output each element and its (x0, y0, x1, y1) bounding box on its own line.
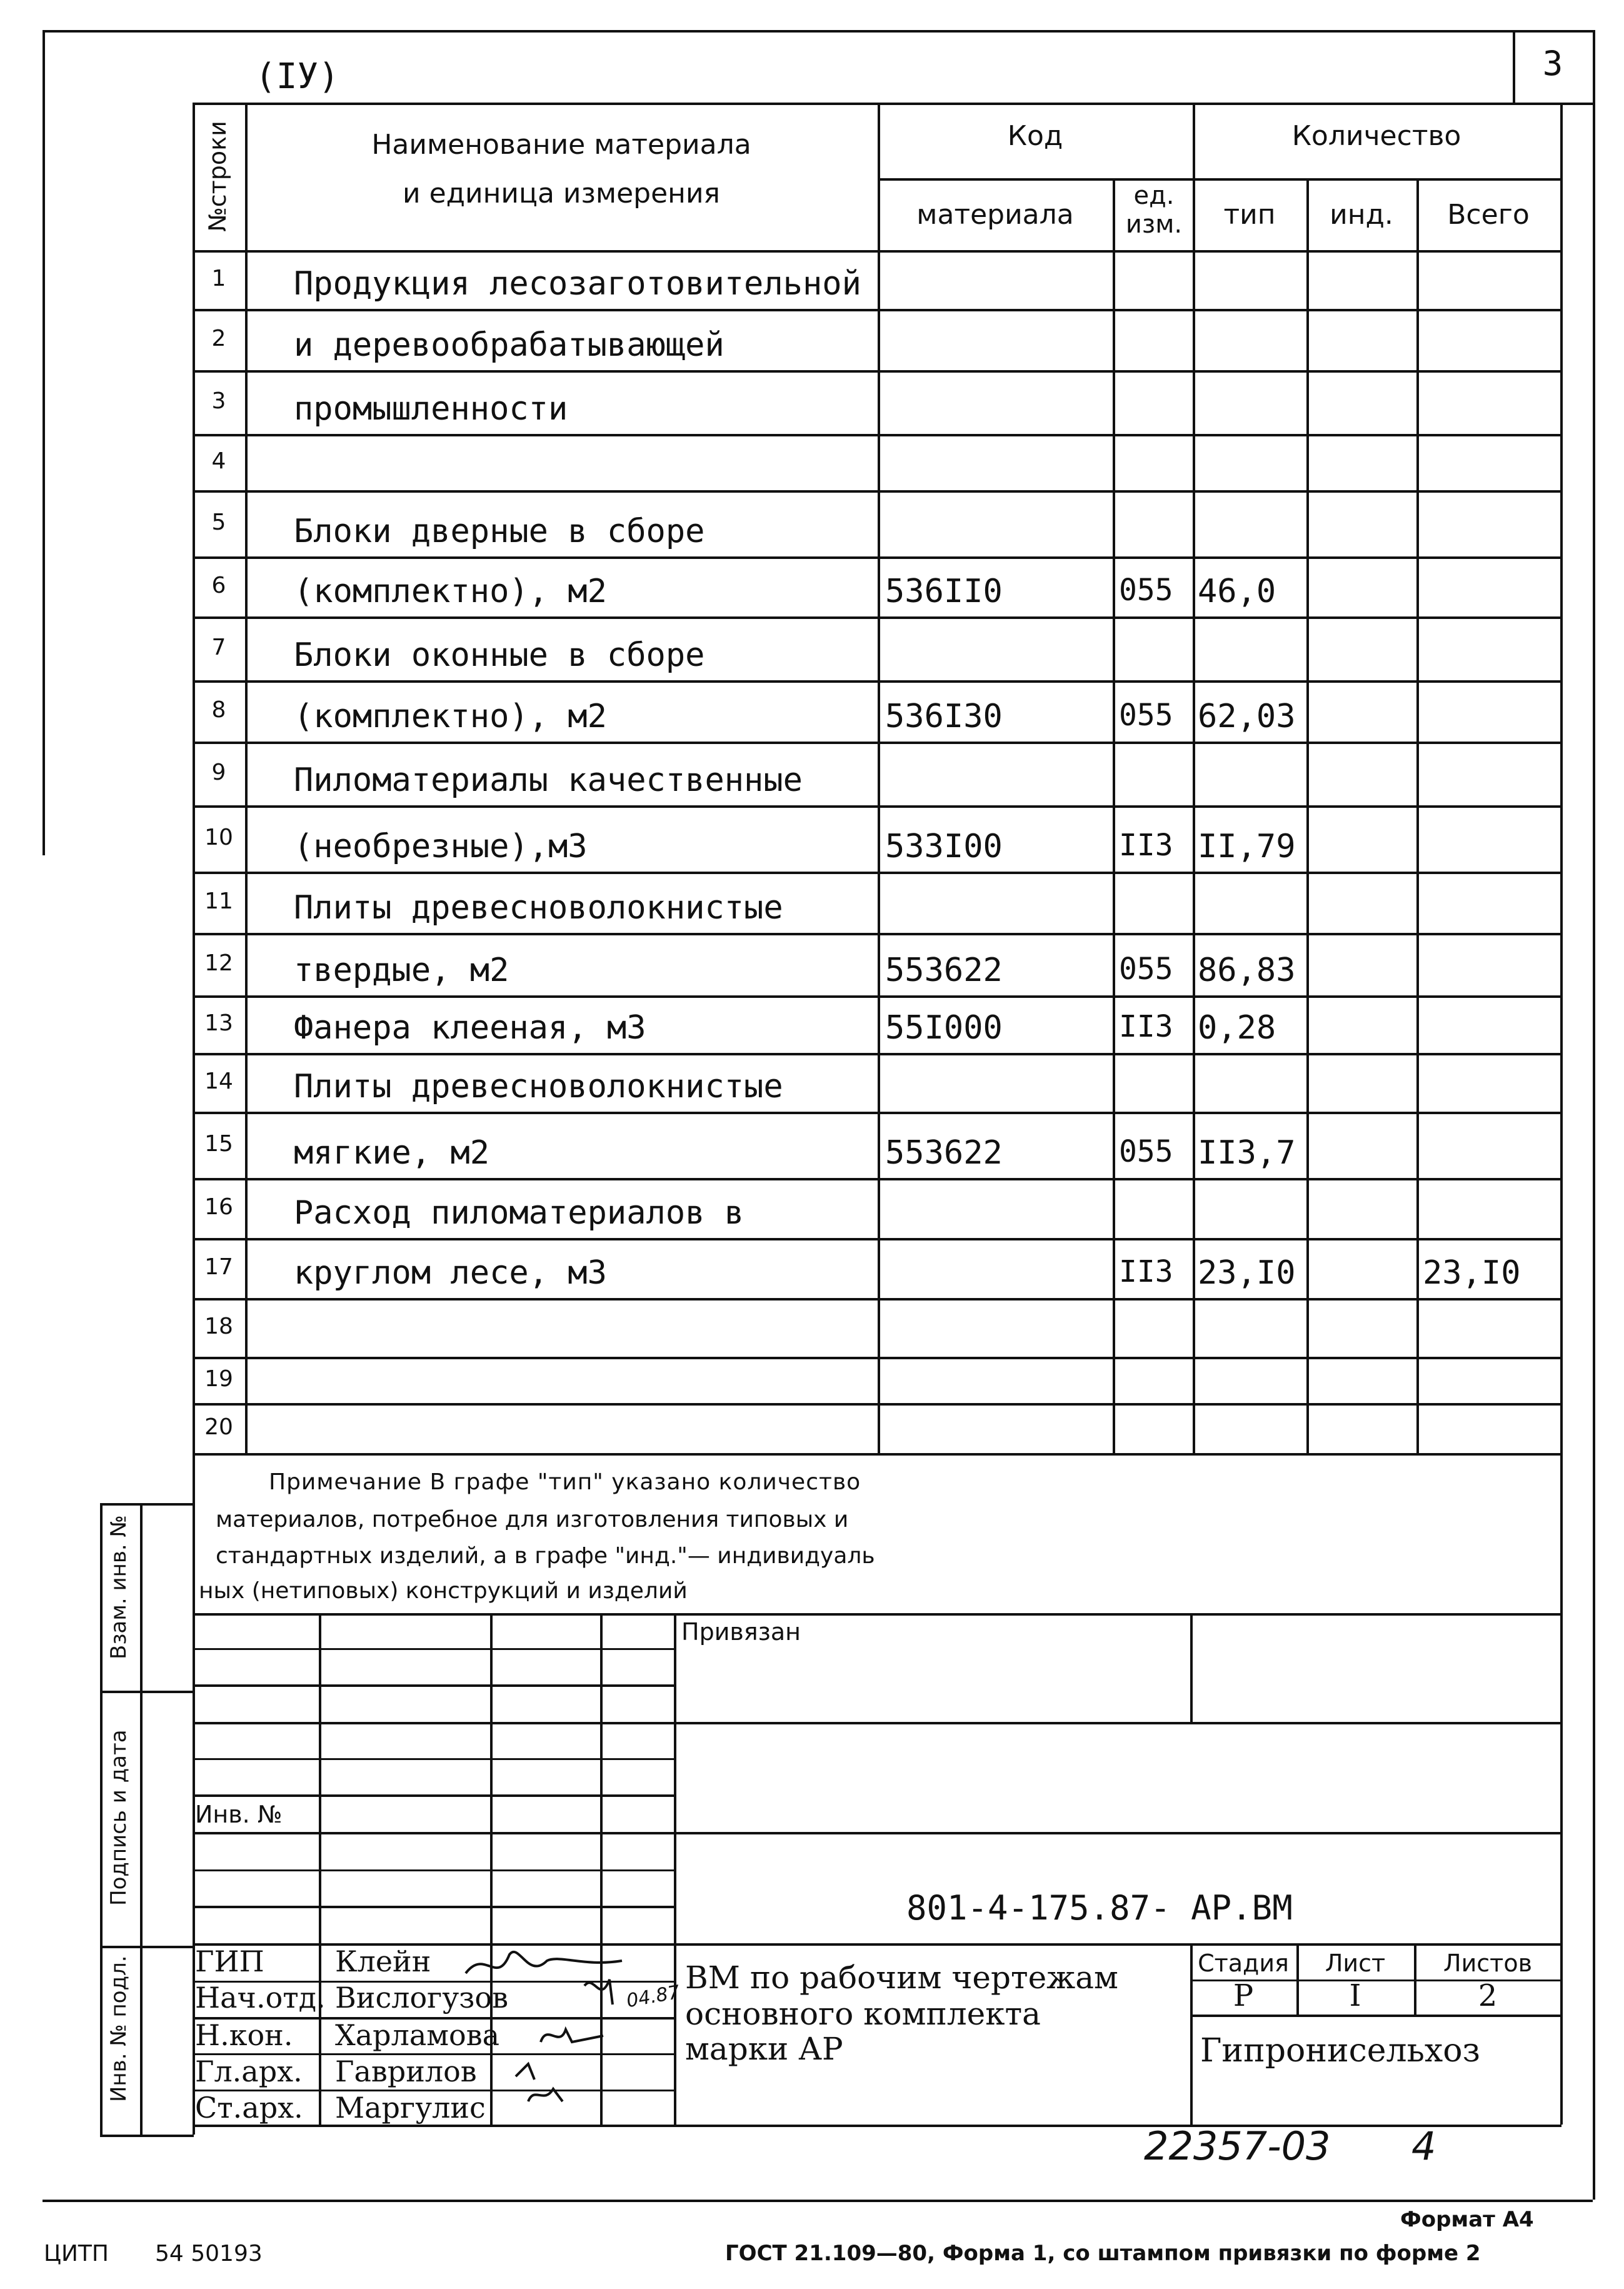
table-row-line (193, 1298, 1561, 1300)
row-number: 20 (204, 1414, 233, 1440)
side-label-inv-podl: Инв. № подл. (106, 1955, 131, 2102)
stamp-col (1190, 1613, 1193, 1723)
table-row-line (193, 556, 1561, 559)
row-type: 46,0 (1198, 573, 1276, 610)
table-row-line (193, 370, 1561, 373)
side-col-right (140, 1503, 143, 2135)
frame-bottom (43, 2200, 1593, 2202)
stamp-line (193, 1758, 675, 1760)
note-right (1560, 1453, 1563, 2125)
row-number: 11 (204, 888, 233, 914)
doc-title-line2: основного комплекта (685, 1996, 1041, 2032)
row-unit: II3 (1119, 1254, 1173, 1289)
row-unit: 055 (1119, 698, 1173, 733)
row-unit: 055 (1119, 1134, 1173, 1169)
row-name: мягкие, м2 (294, 1134, 490, 1172)
side-col-left (100, 1503, 103, 2135)
row-type: II,79 (1198, 828, 1296, 865)
row-code: 55I000 (885, 1009, 1003, 1047)
table-line (193, 250, 1561, 253)
row-number: 17 (204, 1254, 233, 1280)
archive-sheet: 4 (1411, 2123, 1436, 2169)
table-line (878, 178, 1561, 181)
row-code: 536I30 (885, 698, 1003, 735)
row-number: 4 (211, 448, 226, 474)
signature-klein (466, 1952, 622, 1973)
signatures (459, 1942, 672, 2105)
frame-left-upper (43, 30, 45, 855)
row-unit: 055 (1119, 573, 1173, 608)
row-unit: II3 (1119, 1009, 1173, 1044)
signer-name: Гаврилов (335, 2055, 477, 2088)
stamp-line (193, 1832, 1561, 1834)
stamp-line (1190, 2015, 1561, 2017)
signer-role: Н.кон. (195, 2018, 293, 2052)
stamp-line (193, 1794, 675, 1797)
sheets-value: 2 (1478, 1978, 1498, 2013)
stage-label: Стадия (1198, 1949, 1289, 1977)
header-name-line2: и единица измерения (402, 178, 721, 209)
side-bottom (100, 2135, 194, 2137)
row-number: 1 (211, 266, 226, 291)
side-label-vzam: Взам. инв. № (106, 1515, 131, 1659)
row-name: Блоки дверные в сборе (294, 513, 705, 550)
row-name: (необрезные),м3 (294, 828, 588, 865)
row-number: 3 (211, 388, 226, 414)
row-type: 0,28 (1198, 1009, 1276, 1047)
table-line (245, 103, 248, 1453)
stamp-line (193, 1722, 1561, 1724)
row-name: (комплектно), м2 (294, 698, 607, 735)
row-code: 536II0 (885, 573, 1003, 610)
row-unit: II3 (1119, 828, 1173, 863)
row-number: 18 (204, 1314, 233, 1339)
note-line3: стандартных изделий, а в графе "инд."— индивидуаль (216, 1543, 875, 1569)
format-label: Формат А4 (1400, 2207, 1534, 2232)
row-name: Продукция лесозаготовительной (294, 265, 861, 303)
row-name: (комплектно), м2 (294, 573, 607, 610)
row-total: 23,I0 (1423, 1254, 1521, 1292)
table-line (1306, 178, 1309, 1453)
row-number: 19 (204, 1366, 233, 1392)
signer-role: Гл.арх. (195, 2055, 303, 2088)
note-line2: материалов, потребное для изготовления типовых и (216, 1507, 849, 1532)
signer-role: Нач.отд. (195, 1981, 326, 2015)
header-qty-ind: инд. (1330, 199, 1393, 231)
footer-right: ГОСТ 21.109—80, Форма 1, со штампом привязки по форме 2 (725, 2241, 1481, 2266)
footer-left-2: 54 50193 (155, 2241, 263, 2266)
table-row-line (193, 1112, 1561, 1114)
signer-role: Ст.арх. (195, 2091, 303, 2125)
sheet-label: Лист (1325, 1949, 1386, 1977)
table-line (1193, 103, 1195, 1453)
row-type: 62,03 (1198, 698, 1296, 735)
frame-right (1593, 30, 1595, 2200)
stage-value: Р (1233, 1978, 1254, 2013)
stamp-col (674, 1613, 676, 2125)
table-row-line (193, 742, 1561, 744)
organization: Гипронисельхоз (1200, 2032, 1480, 2070)
page-number: 3 (1542, 44, 1563, 83)
table-row-line (193, 995, 1561, 998)
doc-code: 801-4-175.87- АР.ВМ (906, 1888, 1293, 1928)
row-name: промышленности (294, 390, 568, 428)
row-number: 14 (204, 1069, 233, 1094)
stamp-line (193, 1684, 675, 1687)
stamp-line (193, 1869, 675, 1871)
table-line (193, 103, 1561, 105)
signature-kharlamova (541, 2030, 603, 2042)
sheet-value: I (1349, 1978, 1361, 2013)
stamp-line (193, 1906, 675, 1908)
header-code: Код (1007, 120, 1063, 152)
row-number: 16 (204, 1194, 233, 1220)
row-name: Блоки оконные в сборе (294, 636, 705, 674)
frame-top (43, 30, 1593, 33)
doc-title-line1: ВМ по рабочим чертежам (685, 1959, 1118, 1996)
signature-gavrilov (516, 2064, 534, 2080)
header-qty-type: тип (1223, 199, 1276, 231)
table-line (1113, 178, 1115, 1453)
side-sep2 (100, 1946, 194, 1948)
row-type: II3,7 (1198, 1134, 1296, 1172)
table-row-line (193, 616, 1561, 619)
signer-name: Вислогузов (335, 1981, 508, 2015)
table-row-line (193, 805, 1561, 808)
archive-number: 22357-03 (1144, 2123, 1331, 2169)
table-line (1560, 103, 1563, 1453)
row-name: твердые, м2 (294, 952, 509, 989)
signer-name: Клейн (335, 1944, 431, 1978)
table-row-line (193, 1178, 1561, 1180)
table-row-line (193, 434, 1561, 436)
row-type: 86,83 (1198, 952, 1296, 989)
row-name: Плиты древесноволокнистые (294, 889, 783, 927)
row-number: 7 (211, 635, 226, 660)
table-line (1416, 178, 1419, 1453)
table-row-line (193, 1403, 1561, 1406)
header-name-line1: Наименование материала (371, 129, 751, 161)
header-qty: Количество (1291, 120, 1461, 152)
table-row-line (193, 309, 1561, 311)
table-row-line (193, 872, 1561, 874)
row-number: 8 (211, 697, 226, 723)
table-row-line (193, 490, 1561, 493)
header-qty-total: Всего (1447, 199, 1530, 231)
row-number: 12 (204, 950, 233, 976)
table-row-line (193, 680, 1561, 683)
side-label-podpis: Подпись и дата (106, 1729, 131, 1906)
sheets-label: Листов (1443, 1949, 1532, 1977)
row-number: 13 (204, 1010, 233, 1036)
side-sep1 (100, 1691, 194, 1693)
footer-left-1: ЦИТП (44, 2241, 109, 2266)
row-name: Фанера клееная, м3 (294, 1009, 646, 1047)
row-number: 15 (204, 1131, 233, 1157)
stamp-line (193, 1648, 675, 1650)
row-name: Плиты древесноволокнистые (294, 1068, 783, 1105)
row-code: 553622 (885, 952, 1003, 989)
stamp-top (193, 1613, 1561, 1616)
header-code-material: материала (916, 199, 1074, 231)
row-name: Пиломатериалы качественные (294, 762, 803, 799)
inv-no-label: Инв. № (195, 1801, 286, 1828)
note-top (193, 1453, 1561, 1456)
section-roman: (IУ) (255, 56, 339, 97)
row-number: 5 (211, 510, 226, 535)
stamp-col (319, 1613, 321, 2125)
row-type: 23,I0 (1198, 1254, 1296, 1292)
note-line4: ных (нетиповых) конструкций и изделий (199, 1578, 688, 1604)
row-name: круглом лесе, м3 (294, 1254, 607, 1292)
header-code-unit: ед. изм. (1125, 181, 1183, 239)
privyazan-label: Привязан (681, 1618, 801, 1646)
signature-margulis (528, 2089, 563, 2101)
header-row-number: №строки (204, 121, 231, 232)
table-row-line (193, 1053, 1561, 1055)
side-top (100, 1503, 194, 1506)
row-name: и деревообрабатывающей (294, 326, 724, 364)
row-unit: 055 (1119, 952, 1173, 987)
signer-name: Маргулис (335, 2091, 486, 2125)
row-name: Расход пиломатериалов в (294, 1194, 744, 1232)
table-row-line (193, 933, 1561, 935)
row-code: 553622 (885, 1134, 1003, 1172)
row-number: 10 (204, 825, 233, 850)
signer-role: ГИП (195, 1944, 264, 1978)
table-row-line (193, 1357, 1561, 1359)
row-code: 533I00 (885, 828, 1003, 865)
signature-vislogusov (584, 1980, 613, 2005)
signer-name: Харламова (335, 2018, 500, 2052)
row-number: 2 (211, 326, 226, 351)
row-number: 9 (211, 760, 226, 785)
table-line (878, 103, 880, 1453)
approval-date: 04.87 (624, 1981, 682, 2013)
note-line1: Примечание В графе "тип" указано количество (269, 1469, 861, 1495)
table-row-line (193, 1238, 1561, 1240)
stamp-bottom (193, 2125, 1561, 2127)
row-number: 6 (211, 573, 226, 598)
doc-title-line3: марки АР (685, 2031, 843, 2067)
